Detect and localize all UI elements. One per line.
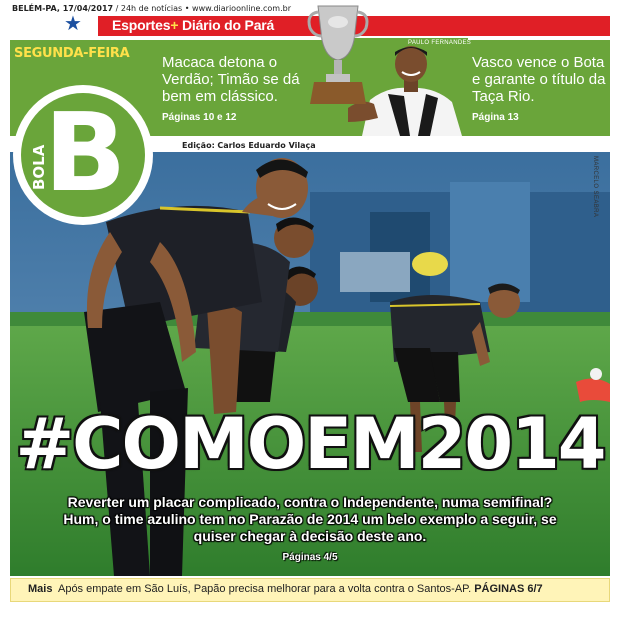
star-icon: ★ [64, 13, 82, 35]
main-deck: Reverter um placar complicado, contra o Independente, numa semifinal? Hum, o time azulino tem no Parazão de 2014 um belo exemplo a seguir, se quiser chegar à decisão deste ano. [63, 494, 557, 544]
teaser-2-text[interactable]: Vasco vence o Bota e garante o título da Taça Rio. [472, 54, 606, 105]
editor-credit [182, 141, 316, 150]
brand-section: Esportes [112, 17, 171, 33]
logo-small-word: BOLA [30, 144, 48, 190]
header-bar-left [10, 13, 98, 36]
editor-label: Edição: [182, 141, 215, 150]
logo-big-letter: B [44, 91, 127, 216]
editor-name: Carlos Eduardo Vilaça [217, 141, 316, 150]
bottom-label: Mais [28, 583, 53, 595]
bottom-teaser[interactable] [28, 583, 543, 595]
teaser-1-pages: Páginas 10 e 12 [162, 112, 237, 123]
side-photo-credit: MARCELO SEABRA [592, 156, 598, 218]
dateline-rest: / 24h de notícias • www.diarioonline.com.br [115, 4, 292, 13]
brand-paper: Diário do Pará [182, 17, 275, 33]
dateline-city-date: BELÉM-PA, 17/04/2017 [12, 4, 114, 13]
trophy-icon [306, 0, 370, 112]
teaser-1-text[interactable]: Macaca detona o Verdão; Timão se dá bem em clássico. [162, 54, 300, 105]
main-headline[interactable]: #COMOEM2014 [15, 403, 605, 485]
top-photo-credit: PAULO FERNANDES [408, 40, 472, 46]
brand-plus: + [170, 17, 179, 33]
bola-logo [12, 84, 154, 226]
bottom-text: Após empate em São Luís, Papão precisa melhorar para a volta contra o Santos-AP. [57, 583, 472, 595]
teaser-2-pages: Página 13 [472, 112, 519, 123]
weekday: SEGUNDA-FEIRA [14, 46, 130, 61]
main-pages: Páginas 4/5 [282, 552, 338, 563]
dateline [12, 4, 291, 13]
brand-title [112, 17, 274, 33]
bottom-pages: PÁGINAS 6/7 [474, 583, 543, 595]
